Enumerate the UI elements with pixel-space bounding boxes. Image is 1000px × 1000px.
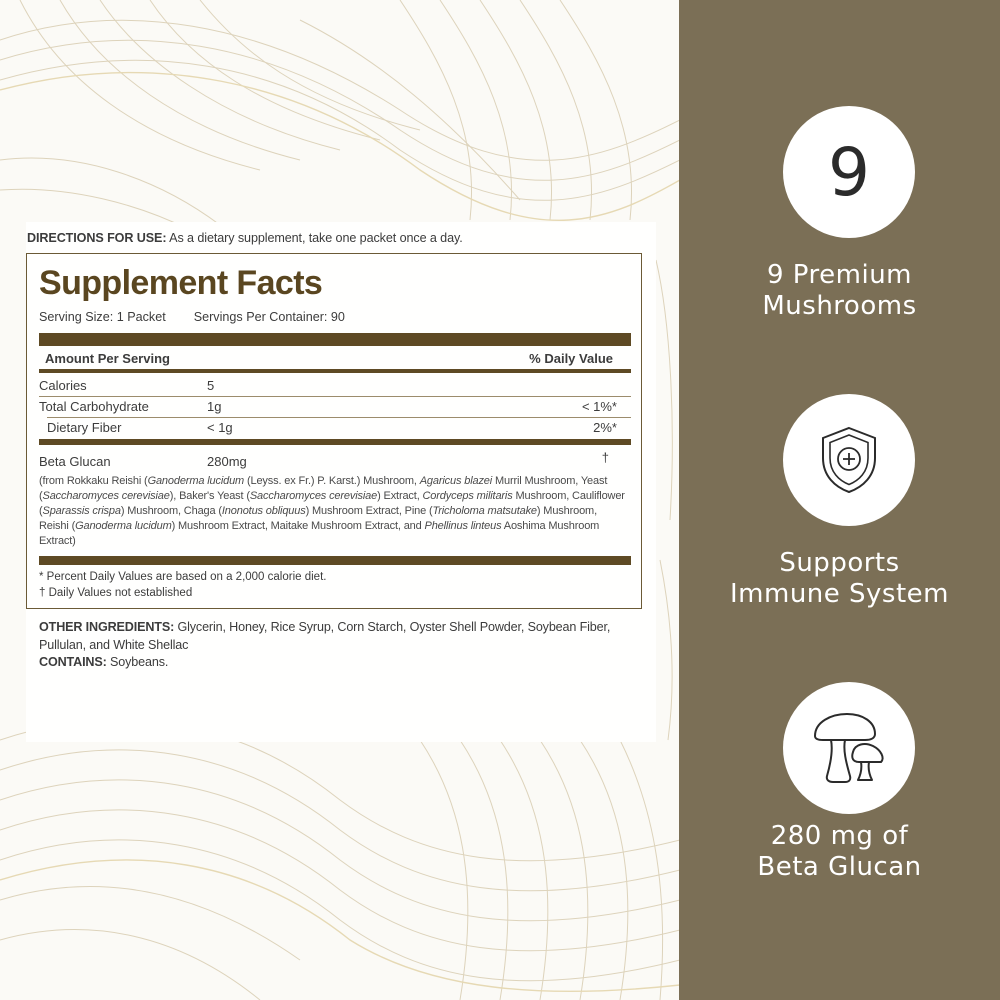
scientific-name: Inonotus obliquus [221, 505, 306, 517]
directions-for-use [27, 231, 463, 245]
source-text: ) Mushroom Extract, Maitake Mushroom Extract, and [171, 520, 425, 532]
caption-line: 9 Premium [767, 260, 912, 290]
source-text: ) Extract, [377, 490, 423, 502]
nutrient-name: Beta Glucan [39, 454, 111, 469]
serving-info [39, 310, 373, 324]
feature-badge-immune [783, 394, 915, 526]
nutrient-dv: 2%* [593, 420, 617, 435]
nutrient-row-dietary-fiber [39, 417, 631, 437]
number-9: 9 [828, 133, 870, 211]
thick-divider [39, 333, 631, 346]
nutrient-amount: 1g [207, 399, 222, 414]
source-text: ) Mushroom Extract, Pine ( [305, 505, 433, 517]
medium-divider [39, 369, 631, 373]
source-text: Murril Mushroom, Yeast ( [39, 475, 608, 502]
scientific-name: Tricholoma matsutake [432, 505, 537, 517]
nutrient-name: Dietary Fiber [47, 420, 122, 435]
nutrient-dv: † [601, 450, 609, 465]
scientific-name: Saccharomyces cerevisiae [249, 490, 378, 502]
contains-text: Soybeans. [106, 655, 169, 669]
directions-text: As a dietary supplement, take one packet once a day. [166, 231, 463, 245]
feature-caption-beta-glucan [679, 821, 1000, 883]
nutrient-name: Total Carbohydrate [39, 399, 149, 414]
nutrient-amount: < 1g [207, 420, 233, 435]
beta-glucan-sources [39, 474, 627, 549]
nutrient-amount: 280mg [207, 454, 247, 469]
source-text: Aoshima Mushroom Extract) [39, 520, 600, 547]
amount-per-serving-header: Amount Per Serving [45, 351, 170, 366]
source-text: (Leyss. ex Fr.) P. Karst.) Mushroom, [244, 475, 420, 487]
servings-per-container: Servings Per Container: 90 [193, 310, 345, 324]
feature-sidebar [679, 0, 1000, 1000]
scientific-name: Sparassis crispa [42, 505, 121, 517]
medium-divider [39, 439, 631, 445]
nutrient-name: Calories [39, 378, 87, 393]
caption-line: 280 mg of [770, 821, 909, 851]
caption-line: Supports [779, 548, 900, 578]
other-ingredients-label: OTHER INGREDIENTS: [39, 620, 175, 634]
contains-label: CONTAINS: [39, 655, 107, 669]
scientific-name: Saccharomyces cerevisiae [42, 490, 170, 502]
source-text: ), Baker's Yeast ( [169, 490, 250, 502]
scientific-name: Cordyceps militaris [422, 490, 513, 502]
other-ingredients [39, 619, 639, 672]
thick-divider [39, 556, 631, 565]
scientific-name: Phellinus linteus [424, 520, 502, 532]
source-text: (from Rokkaku Reishi ( [39, 475, 148, 487]
source-text: Mushroom, Cauliflower ( [39, 490, 625, 517]
nutrient-row-carbohydrate [39, 396, 631, 416]
caption-line: Beta Glucan [757, 852, 922, 882]
nutrient-amount: 5 [207, 378, 215, 393]
scientific-name: Agaricus blazei [419, 475, 493, 487]
footnote-daily-values: * Percent Daily Values are based on a 2,000 calorie diet. [39, 571, 327, 583]
supplement-facts-panel [26, 253, 642, 609]
caption-line: Mushrooms [762, 291, 917, 321]
other-ingredients-text: Glycerin, Honey, Rice Syrup, Corn Starch, Oyster Shell Powder, Soybean Fiber, Pullulan, and White Shellac [39, 620, 611, 652]
footnote-not-established: † Daily Values not established [39, 587, 193, 599]
scientific-name: Ganoderma lucidum [147, 475, 245, 487]
shield-plus-icon [817, 424, 881, 496]
feature-caption-immune-system [679, 548, 1000, 610]
feature-badge-mushroom-count [783, 106, 915, 238]
serving-size: Serving Size: 1 Packet [39, 310, 166, 324]
source-text: ) Mushroom, Chaga ( [120, 505, 222, 517]
scientific-name: Ganoderma lucidum [75, 520, 172, 532]
facts-title: Supplement Facts [39, 264, 323, 302]
feature-badge-beta-glucan [783, 682, 915, 814]
source-text: ) Mushroom, Reishi ( [39, 505, 597, 532]
nutrient-dv: < 1%* [581, 399, 617, 414]
feature-caption-premium-mushrooms [679, 260, 1000, 322]
daily-value-header: % Daily Value [529, 351, 613, 366]
directions-label: DIRECTIONS FOR USE: [27, 231, 167, 245]
nutrient-row-calories [39, 375, 631, 395]
caption-line: Immune System [730, 579, 949, 609]
mushroom-icon [809, 710, 889, 786]
